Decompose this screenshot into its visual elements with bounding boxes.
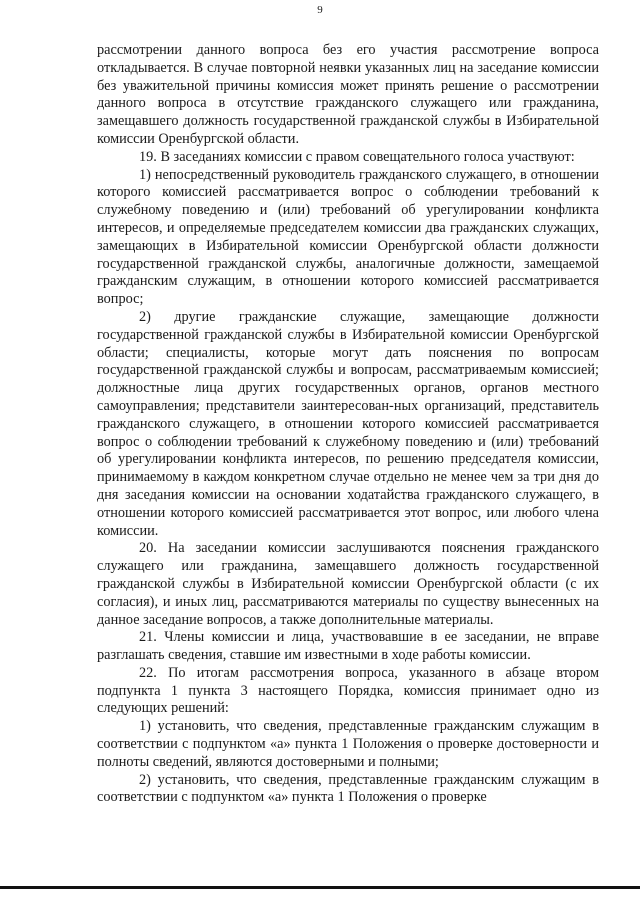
paragraph-19-item-2: 2) другие гражданские служащие, замещающие должности государственной гражданской службы в Избирательной комиссии Оренбургской области; специалисты, которые могут дать пояснения по вопросам государственной гражданской службы и вопросам, рассматриваемым комиссией; должностные лица других государственных органов, органов местного самоуправления; представители заинтересован-ных организаций, представитель гражданского служащего, в отношении которого комиссией рассматривается вопрос о соблюдении требований к служебному поведению и (или) требований об урегулировании конфликта интересов, по решению председателя комиссии, принимаемому в каждом конкретном случае отдельно не менее чем за три дня до дня заседания комиссии на основании ходатайства гражданского служащего, в отношении которого комиссией рассматривается этот вопрос, или любого члена комиссии. (97, 308, 599, 539)
page-number: 9 (317, 4, 323, 16)
document-body (97, 42, 599, 807)
paragraph-continuation: рассмотрении данного вопроса без его участия рассмотрение вопроса откладывается. В случае повторной неявки указанных лиц на заседание комиссии без уважительной причины комиссия может принять решение о рассмотрении данного вопроса в отсутствие гражданского служащего или гражданина, замещавшего должность государственной гражданской службы в Избирательной комиссии Оренбургской области. (97, 42, 599, 147)
paragraph-22-item-1: 1) установить, что сведения, представленные гражданским служащим в соответствии с подпунктом «а» пункта 1 Положения о проверке достоверности и полноты сведений, являются достоверными и полными; (97, 718, 599, 770)
paragraph-22: 22. По итогам рассмотрения вопроса, указанного в абзаце втором подпункта 1 пункта 3 настоящего Порядка, комиссия принимает одно из следующих решений: (97, 664, 599, 717)
paragraph-22-item-2: 2) установить, что сведения, представленные гражданским служащим в соответствии с подпунктом «а» пункта 1 Положения о проверке (97, 771, 599, 806)
bottom-border-line (0, 886, 640, 889)
paragraph-19: 19. В заседаниях комиссии с правом совещательного голоса участвуют: (139, 148, 575, 165)
paragraph-20: 20. На заседании комиссии заслушиваются пояснения гражданского служащего или гражданина, замещавшего должность государственной гражданской службы в Избирательной комиссии Оренбургской области (с их согласия), и иных лиц, рассматриваются материалы по существу вынесенных на данное заседание вопросов, а также дополнительные материалы. (97, 540, 599, 628)
paragraph-21: 21. Члены комиссии и лица, участвовавшие в ее заседании, не вправе разглашать сведения, ставшие им известными в ходе работы комиссии. (97, 629, 599, 664)
paragraph-19-item-1: 1) непосредственный руководитель гражданского служащего, в отношении которого комиссией рассматривается вопрос о соблюдении требований к служебному поведению и (или) требований об урегулировании конфликта интересов, и определяемые председателем комиссии два гражданских служащих, замещающих в Избирательной комиссии Оренбургской области должности государственной гражданской службы, аналогичные должности, замещаемой гражданским служащим, в отношении которого комиссией рассматривается вопрос; (97, 166, 599, 308)
